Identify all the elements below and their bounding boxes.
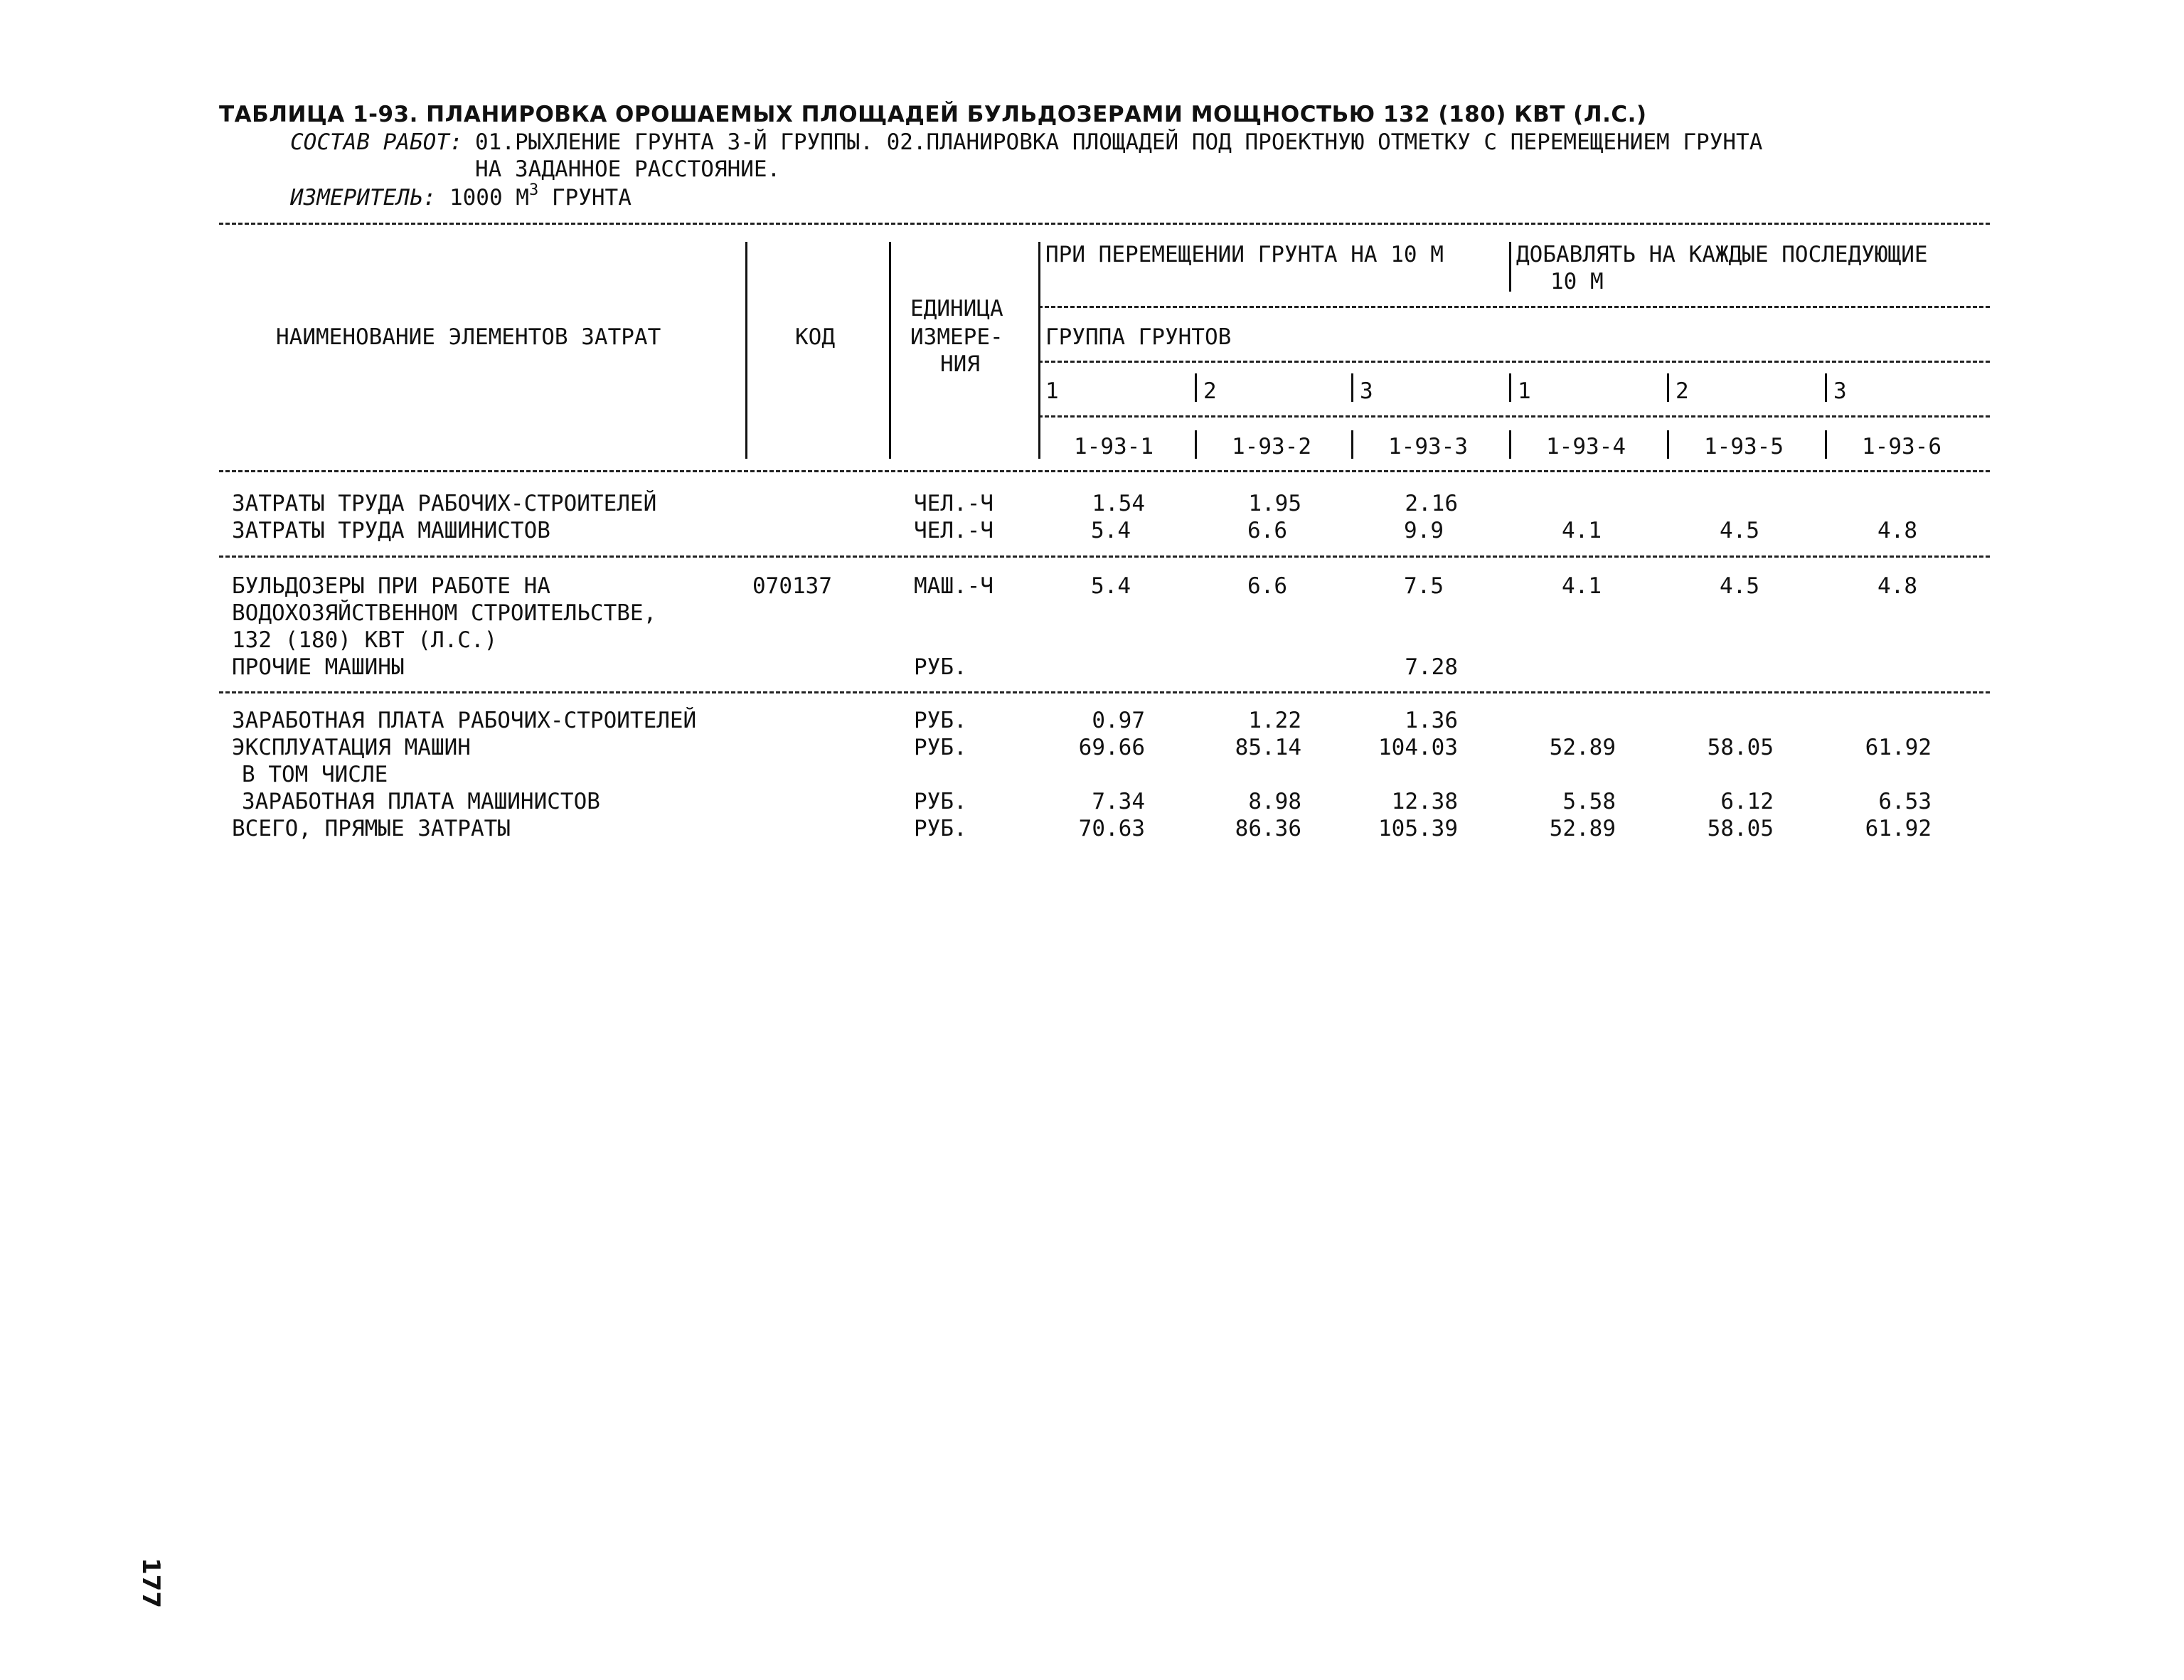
value-cell: 7.28 xyxy=(1405,654,1458,680)
value-cell: 7.34 xyxy=(1092,789,1145,814)
row-unit-machine-operation: РУБ. xyxy=(914,735,967,760)
rule-header-1 xyxy=(1038,306,1990,308)
value-cell: 1.95 xyxy=(1248,491,1301,516)
col-divider-4 xyxy=(1509,242,1511,292)
code-1: 1-93-1 xyxy=(1074,434,1154,459)
row-name-bulldozers-1: БУЛЬДОЗЕРЫ ПРИ РАБОТЕ НА xyxy=(232,573,550,599)
rule-header-bottom xyxy=(219,470,1990,472)
value-cell: 6.12 xyxy=(1720,789,1774,814)
row-name-labor-workers: ЗАТРАТЫ ТРУДА РАБОЧИХ-СТРОИТЕЛЕЙ xyxy=(232,491,657,516)
row-name-labor-operators: ЗАТРАТЫ ТРУДА МАШИНИСТОВ xyxy=(232,518,550,543)
value-cell: 5.58 xyxy=(1562,789,1616,814)
soil-number-1: 1 xyxy=(1045,378,1059,404)
value-cell: 70.63 xyxy=(1078,816,1145,841)
row-code-bulldozers: 070137 xyxy=(752,573,832,599)
value-cell: 69.66 xyxy=(1078,735,1145,760)
header-soil-group: ГРУППА ГРУНТОВ xyxy=(1045,324,1232,350)
soil-number-5: 2 xyxy=(1676,378,1689,404)
code-divider-2 xyxy=(1195,430,1197,459)
value-cell: 2.16 xyxy=(1405,491,1458,516)
header-unit-col-2: ИЗМЕРЕ- xyxy=(910,324,1003,350)
rule-header-2 xyxy=(1038,361,1990,363)
value-cell: 9.9 xyxy=(1404,518,1444,543)
header-unit-col-3: НИЯ xyxy=(940,351,980,377)
value-cell: 4.1 xyxy=(1562,518,1602,543)
rule-top xyxy=(219,223,1990,225)
value-cell: 1.36 xyxy=(1405,708,1458,733)
row-name-including: В ТОМ ЧИСЛЕ xyxy=(242,762,388,787)
col-divider-3 xyxy=(1038,242,1040,459)
col-divider-2 xyxy=(889,242,891,459)
sub-divider-2 xyxy=(1195,373,1197,402)
value-cell: 4.5 xyxy=(1720,573,1759,599)
row-unit-wage-operators: РУБ. xyxy=(914,789,967,814)
code-3: 1-93-3 xyxy=(1388,434,1468,459)
header-name-col: НАИМЕНОВАНИЕ ЭЛЕМЕНТОВ ЗАТРАТ xyxy=(276,324,661,350)
value-cell: 86.36 xyxy=(1235,816,1301,841)
value-cell: 58.05 xyxy=(1707,735,1774,760)
value-cell: 52.89 xyxy=(1549,816,1616,841)
value-cell: 1.22 xyxy=(1248,708,1301,733)
row-unit-labor-operators: ЧЕЛ.-Ч xyxy=(914,518,994,543)
code-4: 1-93-4 xyxy=(1546,434,1626,459)
row-unit-other-machines: РУБ. xyxy=(914,654,967,680)
value-cell: 4.8 xyxy=(1877,573,1917,599)
value-cell: 7.5 xyxy=(1404,573,1444,599)
col-divider-1 xyxy=(745,242,747,459)
value-cell: 6.53 xyxy=(1878,789,1932,814)
unit-line xyxy=(290,181,632,213)
value-cell: 58.05 xyxy=(1707,816,1774,841)
soil-number-2: 2 xyxy=(1203,378,1217,404)
page-number: 177 xyxy=(137,1558,165,1608)
header-group-a: ПРИ ПЕРЕМЕЩЕНИИ ГРУНТА НА 10 М xyxy=(1045,242,1444,267)
table-title: ТАБЛИЦА 1-93. ПЛАНИРОВКА ОРОШАЕМЫХ ПЛОЩАДЕЙ БУЛЬДОЗЕРАМИ МОЩНОСТЬЮ 132 (180) КВТ (Л.С.) xyxy=(219,102,1647,127)
value-cell: 6.6 xyxy=(1247,518,1287,543)
soil-number-4: 1 xyxy=(1518,378,1531,404)
value-cell: 85.14 xyxy=(1235,735,1301,760)
value-cell: 104.03 xyxy=(1378,735,1458,760)
row-name-machine-operation: ЭКСПЛУАТАЦИЯ МАШИН xyxy=(232,735,471,760)
value-cell: 0.97 xyxy=(1092,708,1145,733)
soil-number-6: 3 xyxy=(1833,378,1847,404)
value-cell: 105.39 xyxy=(1378,816,1458,841)
composition-text-2: НА ЗАДАННОЕ РАССТОЯНИЕ. xyxy=(475,156,781,182)
unit-value: 1000 М xyxy=(449,185,529,211)
code-divider-5 xyxy=(1667,430,1669,459)
composition-label: СОСТАВ РАБОТ: xyxy=(290,129,463,155)
sub-divider-3 xyxy=(1351,373,1353,402)
rule-header-3 xyxy=(1038,415,1990,418)
row-unit-wage-workers: РУБ. xyxy=(914,708,967,733)
code-divider-3 xyxy=(1351,430,1353,459)
value-cell: 6.6 xyxy=(1247,573,1287,599)
rule-section-2 xyxy=(219,691,1990,693)
code-2: 1-93-2 xyxy=(1232,434,1311,459)
sub-divider-5 xyxy=(1667,373,1669,402)
code-6: 1-93-6 xyxy=(1862,434,1941,459)
code-5: 1-93-5 xyxy=(1704,434,1784,459)
unit-tail: ГРУНТА xyxy=(551,185,632,211)
value-cell: 8.98 xyxy=(1248,789,1301,814)
sub-divider-4 xyxy=(1509,373,1511,402)
rule-section-1 xyxy=(219,555,1990,558)
value-cell: 61.92 xyxy=(1865,816,1932,841)
unit-label: ИЗМЕРИТЕЛЬ: xyxy=(290,185,437,211)
value-cell: 4.1 xyxy=(1562,573,1602,599)
row-name-wage-operators: ЗАРАБОТНАЯ ПЛАТА МАШИНИСТОВ xyxy=(242,789,600,814)
row-name-total: ВСЕГО, ПРЯМЫЕ ЗАТРАТЫ xyxy=(232,816,511,841)
header-group-b-2: 10 М xyxy=(1550,269,1604,294)
row-unit-labor-workers: ЧЕЛ.-Ч xyxy=(914,491,994,516)
header-unit-col-1: ЕДИНИЦА xyxy=(910,296,1003,321)
sub-divider-6 xyxy=(1825,373,1827,402)
value-cell: 61.92 xyxy=(1865,735,1932,760)
value-cell: 4.5 xyxy=(1720,518,1759,543)
value-cell: 5.4 xyxy=(1091,518,1131,543)
value-cell: 5.4 xyxy=(1091,573,1131,599)
value-cell: 4.8 xyxy=(1877,518,1917,543)
row-name-bulldozers-3: 132 (180) КВТ (Л.С.) xyxy=(232,627,498,653)
row-name-wage-workers: ЗАРАБОТНАЯ ПЛАТА РАБОЧИХ-СТРОИТЕЛЕЙ xyxy=(232,708,697,733)
row-name-other-machines: ПРОЧИЕ МАШИНЫ xyxy=(232,654,405,680)
value-cell: 52.89 xyxy=(1549,735,1616,760)
unit-superscript: 3 xyxy=(528,181,539,199)
composition-text: 01.РЫХЛЕНИЕ ГРУНТА 3-Й ГРУППЫ. 02.ПЛАНИРОВКА ПЛОЩАДЕЙ ПОД ПРОЕКТНУЮ ОТМЕТКУ С ПЕРЕМЕЩЕНИЕМ ГРУНТА xyxy=(475,129,1763,155)
value-cell: 12.38 xyxy=(1391,789,1458,814)
row-name-bulldozers-2: ВОДОХОЗЯЙСТВЕННОМ СТРОИТЕЛЬСТВЕ, xyxy=(232,600,657,626)
header-code-col: КОД xyxy=(795,324,835,350)
row-unit-bulldozers: МАШ.-Ч xyxy=(914,573,994,599)
code-divider-4 xyxy=(1509,430,1511,459)
value-cell: 1.54 xyxy=(1092,491,1145,516)
code-divider-6 xyxy=(1825,430,1827,459)
header-group-b: ДОБАВЛЯТЬ НА КАЖДЫЕ ПОСЛЕДУЮЩИЕ xyxy=(1516,242,1928,267)
soil-number-3: 3 xyxy=(1360,378,1373,404)
row-unit-total: РУБ. xyxy=(914,816,967,841)
